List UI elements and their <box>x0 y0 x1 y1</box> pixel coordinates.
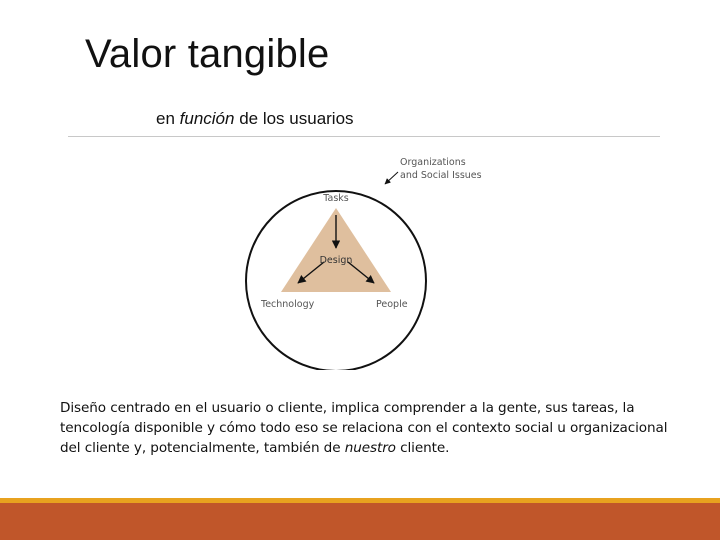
organizations-pointer-line <box>385 172 398 184</box>
subtitle-emphasis: función <box>179 109 235 128</box>
subtitle-suffix: de los usuarios <box>234 109 354 128</box>
user-centered-design-diagram <box>238 150 488 370</box>
people-label: People <box>376 299 408 310</box>
slide-title: Valor tangible <box>85 32 330 76</box>
body-text-main: Diseño centrado en el usuario o cliente, implica comprender a la gente, sus tareas, la tencología disponible y cómo todo eso se relaciona con el contexto social u organizacional del cliente y, potencialmente, también de <box>60 400 668 456</box>
organizations-label-line2: and Social Issues <box>400 170 482 181</box>
organizations-label-line1: Organizations <box>400 157 466 168</box>
body-text-emphasis: nuestro <box>344 440 396 456</box>
tasks-label: Tasks <box>323 193 349 204</box>
design-label: Design <box>319 255 353 266</box>
footer-band <box>0 498 720 540</box>
subtitle-prefix: en <box>156 109 180 128</box>
technology-label: Technology <box>261 299 315 310</box>
body-paragraph <box>60 398 672 458</box>
slide-subtitle <box>156 109 354 129</box>
footer-accent-stripe <box>0 498 720 503</box>
title-divider <box>68 136 660 137</box>
body-text-end: cliente. <box>395 440 450 456</box>
